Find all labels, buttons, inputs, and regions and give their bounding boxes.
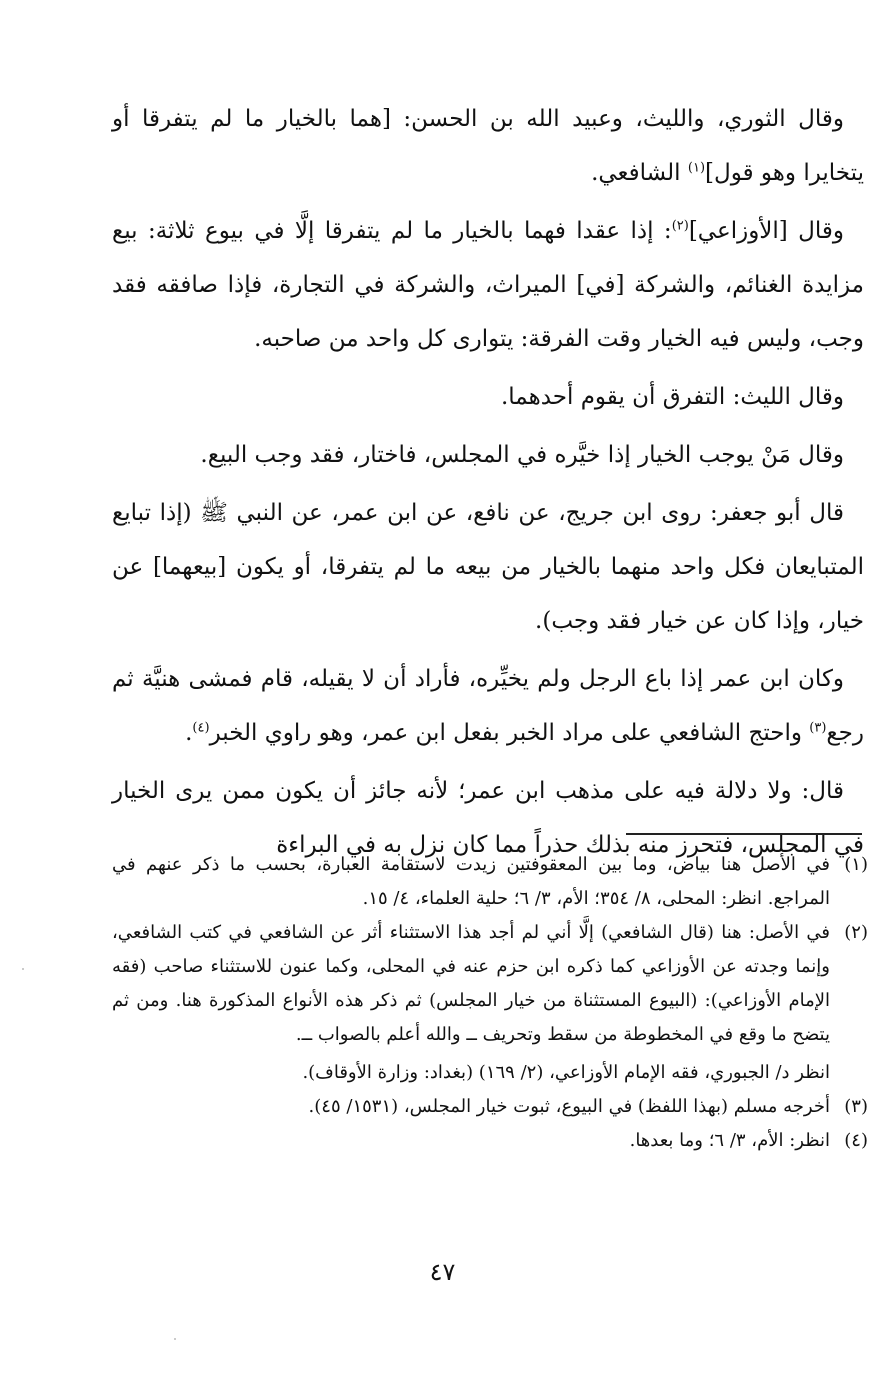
footnote-number: (١): [844, 854, 868, 875]
paragraph-5: قال أبو جعفر: روى ابن جريج، عن نافع، عن ابن عمر، عن النبي ﷺ (إذا تبايع المتبايعان فكل واحد منهما بالخيار من بيعه ما لم يتفرقا، أو يكون [بيعهما] عن خيار، وإذا كان عن خيار فقد وجب).: [112, 500, 864, 634]
footnote-2: [112, 916, 868, 1090]
footnote-ref-3[interactable]: (٣): [809, 720, 827, 736]
paragraph-4: وقال مَنْ يوجب الخيار إذا خيَّره في المجلس، فاختار، فقد وجب البيع.: [200, 442, 844, 468]
footnote-text: انظر: الأم، ٣/ ٦؛ وما بعدها.: [629, 1130, 830, 1151]
paragraph-7: قال: ولا دلالة فيه على مذهب ابن عمر؛ لأنه جائز أن يكون ممن يرى الخيار في المجلس، فتحرز منه بذلك حذراً مما كان نزل به في البراءة: [112, 778, 864, 858]
footnote-ref-1[interactable]: (١): [687, 160, 706, 176]
footnote-text: أخرجه مسلم (بهذا اللفظ) في البيوع، ثبوت خيار المجلس، (١٥٣١/ ٤٥).: [308, 1096, 830, 1117]
footnote-text: في الأصل هنا بياض، وما بين المعقوفتين زيدت لاستقامة العبارة، بحسب ما ذكر عنهم في المراجع. انظر: المحلى، ٨/ ٣٥٤؛ الأم، ٣/ ٦؛ حلية العلماء، ٤/ ١٥.: [112, 854, 830, 909]
paragraph-3: وقال الليث: التفرق أن يقوم أحدهما.: [500, 384, 844, 410]
footnote-3: [112, 1090, 868, 1124]
footnote-text: في الأصل: هنا (قال الشافعي) إلَّا أني لم أجد هذا الاستثناء أثر عن الشافعي في كتب الشافعي، وإنما وجدته عن الأوزاعي كما ذكره ابن حزم عنه في المحلى، وكما عنون للاستثناء صاحب (فقه الإمام الأوزاعي): (البيوع المستثناة من خيار المجلس) ثم ذكر هذه الأنواع المذكورة هنا. ومن ثم يتضح ما وقع في المخطوطة من سقط وتحريف ــ والله أعلم بالصواب ــ.: [112, 922, 830, 1045]
scan-speck: [22, 968, 24, 970]
footnote-number: (٢): [844, 922, 868, 943]
paragraph-2: وقال [الأوزاعي]$^{(٢)}$: إذا عقدا فهما بالخيار ما لم يتفرقا إلَّا في بيوع ثلاثة: بيع مزايدة الغنائم، والشركة [في] الميراث، والشركة في التجارة، فإذا صافقه فقد وجب، وليس فيه الخيار وقت الفرقة: يتوارى كل واحد من صاحبه.: [112, 218, 864, 352]
footnote-separator: [626, 833, 862, 835]
footnote-4: [112, 1124, 868, 1158]
footnote-number: (٣): [844, 1096, 868, 1117]
footnote-number: (٤): [844, 1130, 868, 1151]
footnotes: [112, 848, 868, 1158]
footnote-continuation: انظر د/ الجبوري، فقه الإمام الأوزاعي، (٢/ ١٦٩) (بغداد: وزارة الأوقاف).: [302, 1062, 830, 1083]
page-number: ٤٧: [429, 1258, 456, 1286]
paragraph-1: وقال الثوري، والليث، وعبيد الله بن الحسن: [هما بالخيار ما لم يتفرقا أو يتخايرا وهو قول]$^{(١)}$ الشافعي.: [112, 106, 864, 186]
footnote-1: [112, 848, 868, 916]
scan-speck: [174, 1338, 176, 1340]
footnote-ref-4[interactable]: (٤): [192, 720, 210, 736]
main-text: [112, 92, 864, 872]
footnote-ref-2[interactable]: (٢): [671, 218, 689, 234]
paragraph-6: وكان ابن عمر إذا باع الرجل ولم يخيِّره، فأراد أن لا يقيله، قام فمشى هنيَّة ثم رجع$^{(٣)}$ واحتج الشافعي على مراد الخبر بفعل ابن عمر، وهو راوي الخبر$^{(٤)}$.: [112, 666, 864, 746]
